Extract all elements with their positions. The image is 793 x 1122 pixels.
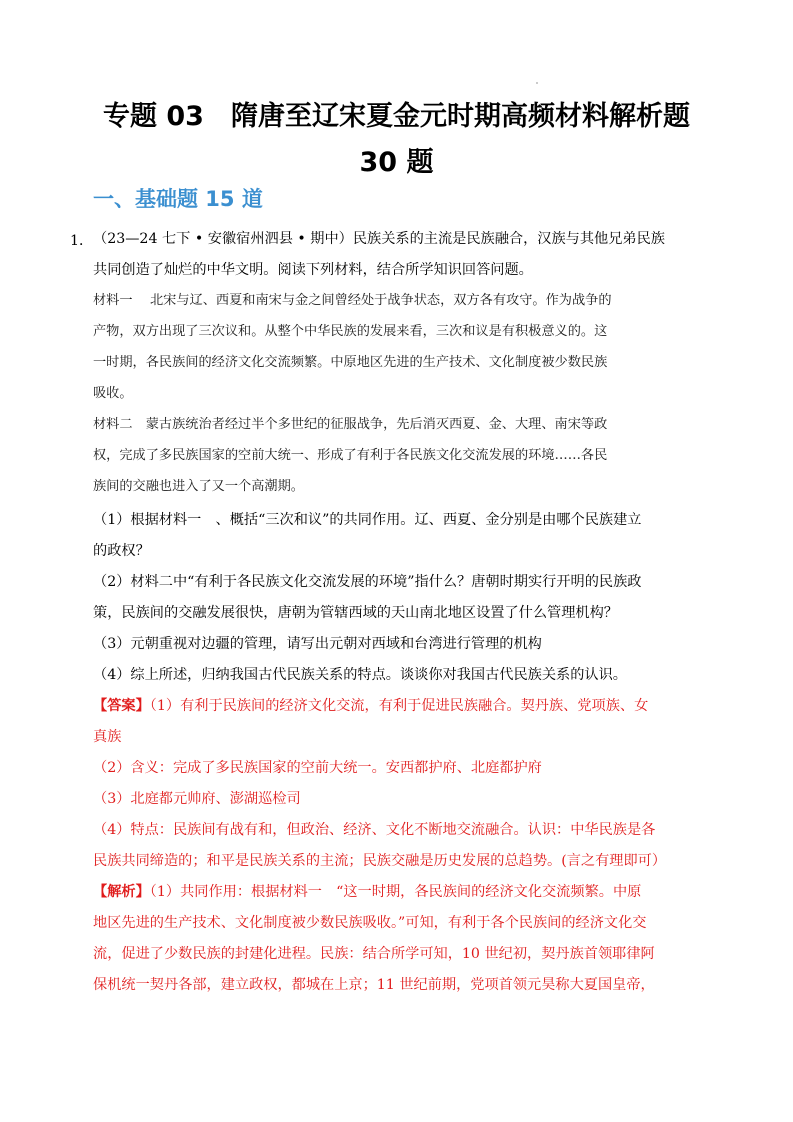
analysis-line: 地区先进的生产技术、文化制度被少数民族吸收。”可知，有利于各个民族间的经济文化交	[93, 915, 647, 931]
section-heading: 一、基础题 15 道	[93, 187, 263, 211]
page-title	[60, 94, 733, 186]
analysis-text: （1）共同作用：根据材料一 “这一时期，各民族间的经济文化交流频繁。中原	[149, 884, 642, 900]
question-stem-line: 共同创造了灿烂的中华文明。阅读下列材料，结合所学知识回答问题。	[93, 262, 533, 278]
material-2-line: 材料二 蒙古族统治者经过半个多世纪的征服战争，先后消灭西夏、金、大理、南宋等政	[93, 417, 608, 432]
analysis-label: 【解析】	[93, 884, 150, 900]
material-2-line: 权，完成了多民族国家的空前大统一、形成了有利于各民族文化交流发展的环境……各民	[93, 448, 608, 463]
answer-line	[93, 696, 648, 716]
question-stem-line: （23—24 七下 • 安徽宿州泗县 • 期中）民族关系的主流是民族融合，汉族与其他兄弟民族	[93, 231, 665, 247]
page-title-line-2: 30 题	[359, 147, 434, 178]
subquestion-line: 的政权？	[93, 543, 150, 559]
page-title-line-1: 专题 03 隋唐至辽宋夏金元时期高频材料解析题	[103, 101, 690, 132]
scan-mark	[536, 82, 538, 84]
subquestion-line: （4）综上所述，归纳我国古代民族关系的特点。谈谈你对我国古代民族关系的认识。	[93, 667, 627, 683]
subquestion-line: （2）材料二中“有利于各民族文化交流发展的环境”指什么？唐朝时期实行开明的民族政	[93, 574, 642, 590]
material-1-line: 产物，双方出现了三次议和。从整个中华民族的发展来看，三次和议是有积极意义的。这	[93, 324, 608, 339]
material-2-line: 族间的交融也进入了又一个高潮期。	[93, 479, 304, 494]
answer-line: （2）含义：完成了多民族国家的空前大统一。安西都护府、北庭都护府	[93, 760, 542, 776]
answer-line: （4）特点：民族间有战有和，但政治、经济、文化不断地交流融合。认识：中华民族是各	[93, 822, 656, 838]
answer-line: （3）北庭都元帅府、澎湖巡检司	[93, 791, 301, 807]
material-1-line: 一时期，各民族间的经济文化交流频繁。中原地区先进的生产技术、文化制度被少数民族	[93, 355, 608, 370]
material-1-line: 材料一 北宋与辽、西夏和南宋与金之间曾经处于战争状态，双方各有攻守。作为战争的	[93, 293, 612, 308]
subquestion-line: （1）根据材料一 、概括“三次和议”的共同作用。辽、西夏、金分别是由哪个民族建立	[93, 512, 642, 528]
analysis-line	[93, 882, 641, 902]
analysis-line: 保机统一契丹各部，建立政权，都城在上京；11 世纪前期，党项首领元昊称大夏国皇帝，	[93, 977, 655, 993]
analysis-line: 流，促进了少数民族的封建化进程。民族：结合所学可知，10 世纪初，契丹族首领耶律阿	[93, 946, 655, 962]
material-1-line: 吸收。	[93, 386, 133, 401]
question-number: 1．	[70, 233, 94, 249]
answer-line: 真族	[93, 729, 122, 745]
answer-line: 民族共同缔造的；和平是民族关系的主流；民族交融是历史发展的总趋势。(言之有理即可）	[93, 853, 667, 869]
subquestion-line: 策，民族间的交融发展很快，唐朝为管辖西域的天山南北地区设置了什么管理机构？	[93, 605, 618, 621]
answer-text: （1）有利于民族间的经济文化交流，有利于促进民族融合。契丹族、党项族、女	[149, 698, 649, 714]
subquestion-line: （3）元朝重视对边疆的管理，请写出元朝对西域和台湾进行管理的机构	[93, 636, 542, 652]
answer-label: 【答案】	[93, 698, 150, 714]
